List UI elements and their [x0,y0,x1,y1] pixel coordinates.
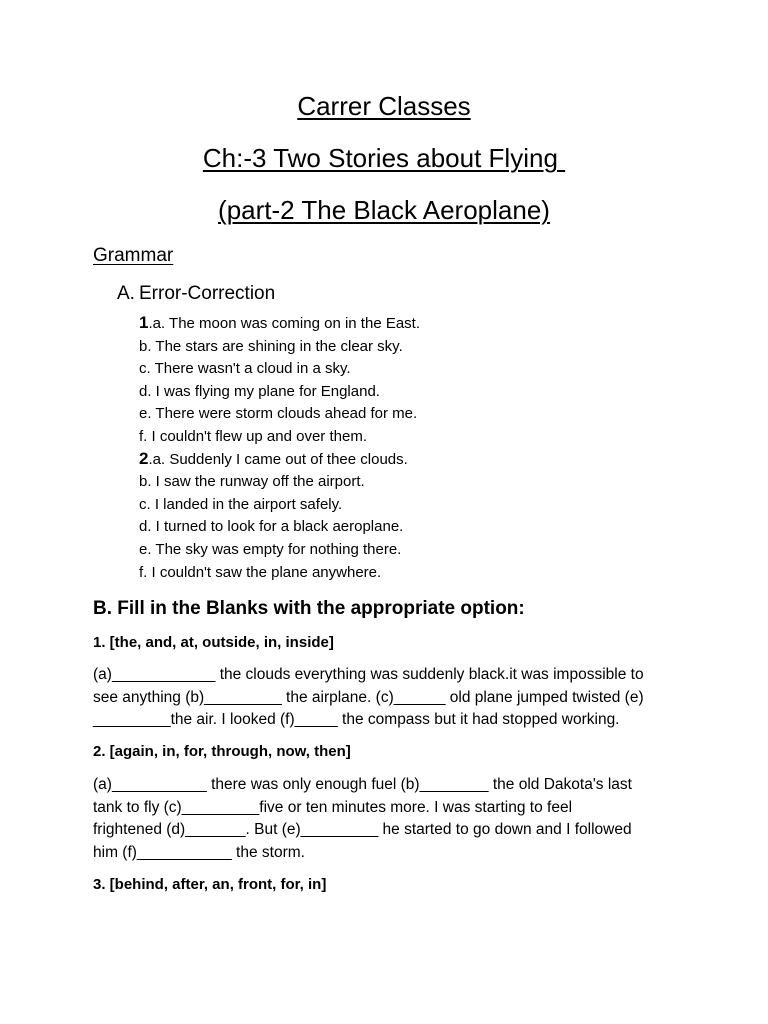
list-item [139,335,420,358]
error-correction-list [139,312,420,583]
paragraph-line: _________the air. I looked (f)_____ the compass but it had stopped working. [93,711,620,728]
item-text: .a. Suddenly I came out of thee clouds. [148,450,408,468]
question-2-paragraph [93,774,632,864]
question-3-heading: 3. [behind, after, an, front, for, in] [93,876,327,893]
page-title: Carrer Classes [297,91,471,121]
item-text: e. There were storm clouds ahead for me. [139,405,418,423]
paragraph-line: (a)___________ there was only enough fuel (b)________ the old Dakota's last [93,776,632,793]
list-item [139,312,420,335]
paragraph-line: tank to fly (c)_________five or ten minutes more. I was starting to feel [93,798,573,816]
list-item [139,425,420,448]
list-item [139,380,420,403]
item-text: b. I saw the runway off the airport. [139,473,365,491]
chapter-subtitle: (part-2 The Black Aeroplane) [218,195,550,225]
grammar-heading: Grammar [93,245,174,266]
section-a-heading [117,282,275,306]
question-1-heading: 1. [the, and, at, outside, in, inside] [93,634,334,651]
item-text: e. The sky was empty for nothing there. [139,540,402,558]
chapter-title: Ch:-3 Two Stories about Flying [202,143,566,173]
item-text: c. There wasn't a cloud in a sky. [139,360,351,378]
section-a-title: Error-Correction [139,283,276,304]
paragraph-line: (a)____________ the clouds everything was suddenly black.it was impossible to [93,666,644,683]
section-b-heading: B. Fill in the Blanks with the appropriate option: [93,598,525,619]
list-item [139,402,420,425]
question-1-paragraph [93,664,644,732]
item-text: b. The stars are shining in the clear sky. [139,337,403,355]
item-text: f. I couldn't flew up and over them. [139,427,367,445]
paragraph-line: him (f)___________ the storm. [93,843,305,861]
list-item [139,357,420,380]
list-item [139,515,420,538]
item-text: .a. The moon was coming on in the East. [148,315,421,332]
paragraph-line: see anything (b)_________ the airplane. (c)______ old plane jumped twisted (e) [93,688,644,706]
item-number: 1 [139,313,149,332]
item-text: c. I landed in the airport safely. [139,495,343,513]
paragraph-line: frightened (d)_______. But (e)_________ he started to go down and I followed [93,821,632,838]
item-text: d. I turned to look for a black aeroplane. [139,518,404,536]
question-2-heading: 2. [again, in, for, through, now, then] [93,743,351,760]
list-item [139,448,420,471]
section-a-letter: A. [117,283,135,304]
item-text: d. I was flying my plane for England. [139,382,380,400]
item-number: 2 [139,448,149,468]
list-item [139,493,420,516]
list-item [139,561,420,584]
list-item [139,538,420,561]
list-item [139,470,420,493]
item-text: f. I couldn't saw the plane anywhere. [139,563,382,581]
